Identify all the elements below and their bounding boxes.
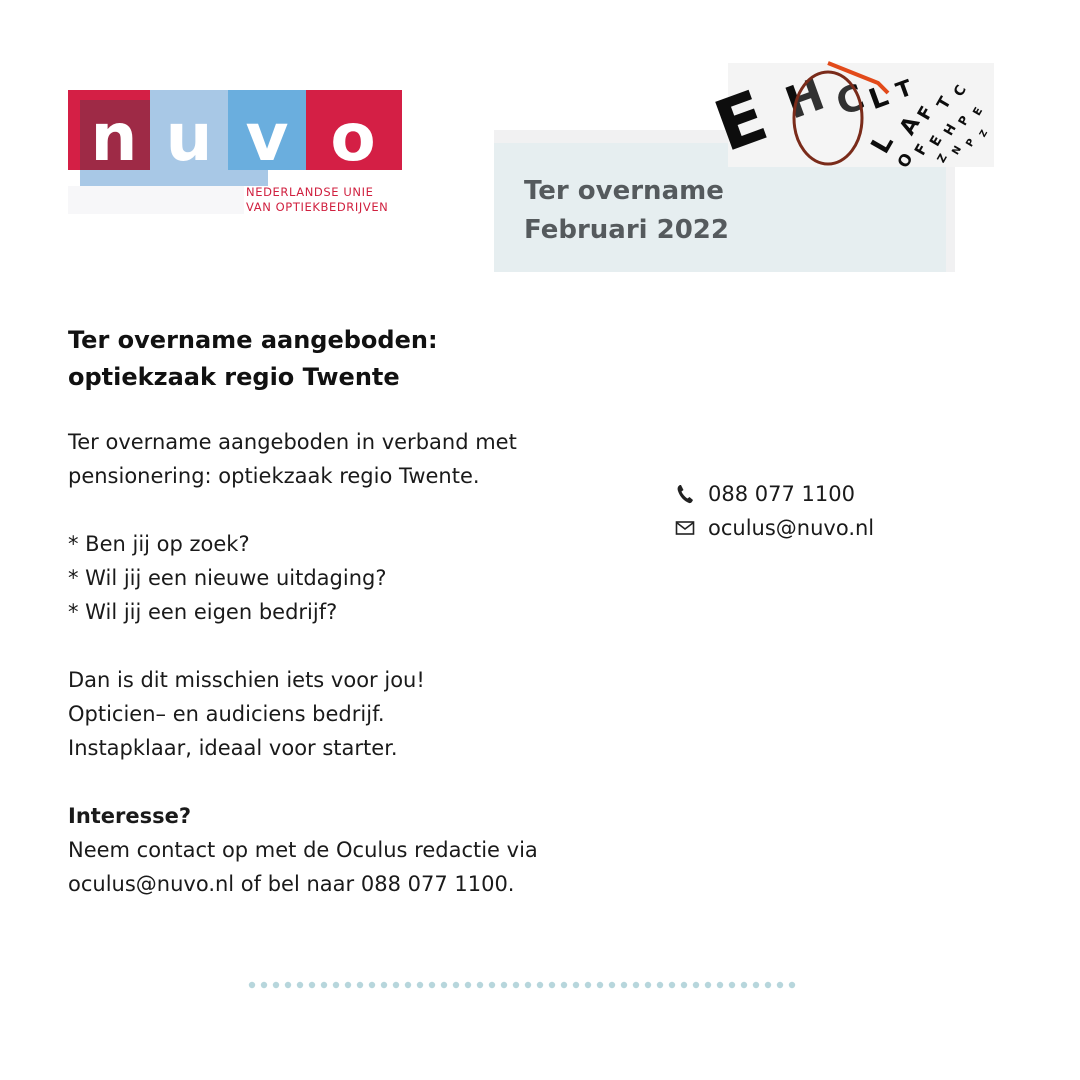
contact-phone[interactable]: [674, 477, 874, 511]
contact-email[interactable]: [674, 511, 874, 545]
svg-text:P: P: [955, 113, 972, 128]
divider-dot: [345, 982, 351, 988]
svg-text:F: F: [913, 102, 938, 124]
divider-dot: [369, 982, 375, 988]
svg-text:L: L: [864, 79, 893, 117]
card-title-line1: Ter overname: [524, 176, 724, 206]
divider-dot: [645, 982, 651, 988]
contact-phone-number[interactable]: 088 077 1100: [708, 482, 855, 506]
divider-dot: [597, 982, 603, 988]
logo-letter-u: u: [165, 99, 213, 176]
article-body: [68, 425, 628, 901]
interest-heading: Interesse?: [68, 804, 192, 828]
divider-dot: [393, 982, 399, 988]
logo-letter-v: v: [245, 99, 289, 176]
divider-dot: [753, 982, 759, 988]
divider-dot: [465, 982, 471, 988]
paragraph2-line1: Dan is dit misschien iets voor jou!: [68, 668, 425, 692]
divider-dot: [489, 982, 495, 988]
divider-dot: [621, 982, 627, 988]
logo-letter-n: n: [90, 99, 138, 176]
contact-sentence-line1: Neem contact op met de Oculus redactie via: [68, 838, 538, 862]
svg-text:T: T: [932, 93, 955, 113]
card-title-line2: Februari 2022: [524, 215, 729, 245]
divider-dot: [333, 982, 339, 988]
divider-dot: [537, 982, 543, 988]
divider-dot: [573, 982, 579, 988]
divider-dot: [585, 982, 591, 988]
svg-text:L: L: [865, 129, 900, 159]
svg-text:A: A: [895, 112, 926, 140]
dotted-divider: [248, 980, 800, 990]
svg-text:H: H: [941, 121, 960, 139]
divider-dot: [249, 982, 255, 988]
divider-dot: [729, 982, 735, 988]
divider-dot: [261, 982, 267, 988]
divider-dot: [765, 982, 771, 988]
contact-block: [674, 477, 874, 545]
svg-text:T: T: [893, 75, 916, 105]
divider-dot: [273, 982, 279, 988]
divider-dot: [309, 982, 315, 988]
divider-dot: [693, 982, 699, 988]
divider-dot: [501, 982, 507, 988]
divider-dot: [417, 982, 423, 988]
divider-dot: [405, 982, 411, 988]
svg-text:O: O: [893, 149, 917, 172]
divider-dot: [321, 982, 327, 988]
article-heading-line1: Ter overname aangeboden:: [68, 326, 438, 354]
divider-dot: [633, 982, 639, 988]
divider-dot: [789, 982, 795, 988]
phone-icon: [674, 483, 696, 505]
paragraph2-line3: Instapklaar, ideaal voor starter.: [68, 736, 398, 760]
divider-dot: [681, 982, 687, 988]
svg-text:F: F: [910, 140, 932, 159]
divider-dot: [285, 982, 291, 988]
paragraph1-line2: pensionering: optiekzaak regio Twente.: [68, 464, 480, 488]
bullet-item-3: * Wil jij een eigen bedrijf?: [68, 600, 338, 624]
svg-text:E: E: [927, 133, 946, 150]
divider-dot: [609, 982, 615, 988]
nuvo-logo: [68, 90, 402, 214]
article-heading: [68, 322, 588, 396]
svg-text:E: E: [970, 104, 986, 118]
svg-text:Z: Z: [934, 151, 950, 165]
contact-sentence-line2: oculus@nuvo.nl of bel naar 088 077 1100.: [68, 872, 515, 896]
svg-text:E: E: [704, 74, 778, 169]
bullet-item-2: * Wil jij een nieuwe uitdaging?: [68, 566, 387, 590]
divider-dot: [741, 982, 747, 988]
svg-text:C: C: [950, 82, 970, 100]
divider-dot: [357, 982, 363, 988]
bullet-item-1: * Ben jij op zoek?: [68, 532, 250, 556]
divider-dot: [657, 982, 663, 988]
divider-dot: [453, 982, 459, 988]
divider-dot: [669, 982, 675, 988]
divider-dot: [513, 982, 519, 988]
divider-dot: [441, 982, 447, 988]
divider-dot: [429, 982, 435, 988]
divider-dot: [477, 982, 483, 988]
contact-email-address[interactable]: oculus@nuvo.nl: [708, 516, 875, 540]
svg-text:N: N: [950, 144, 964, 157]
mail-icon: [674, 517, 696, 539]
divider-dot: [717, 982, 723, 988]
paragraph2-line2: Opticien– en audiciens bedrijf.: [68, 702, 385, 726]
eye-chart-image: [704, 63, 994, 172]
logo-letter-o: o: [330, 99, 376, 176]
divider-dot: [525, 982, 531, 988]
divider-dot: [549, 982, 555, 988]
logo-subtitle-line1: NEDERLANDSE UNIE: [246, 185, 374, 199]
logo-subtitle-line2: VAN OPTIEKBEDRIJVEN: [246, 200, 389, 214]
paragraph1-line1: Ter overname aangeboden in verband met: [68, 430, 517, 454]
divider-dot: [561, 982, 567, 988]
article-heading-line2: optiekzaak regio Twente: [68, 363, 400, 391]
svg-text:Z: Z: [978, 128, 991, 140]
divider-dot: [381, 982, 387, 988]
divider-dot: [777, 982, 783, 988]
svg-text:P: P: [964, 137, 978, 149]
divider-dot: [705, 982, 711, 988]
divider-dot: [297, 982, 303, 988]
